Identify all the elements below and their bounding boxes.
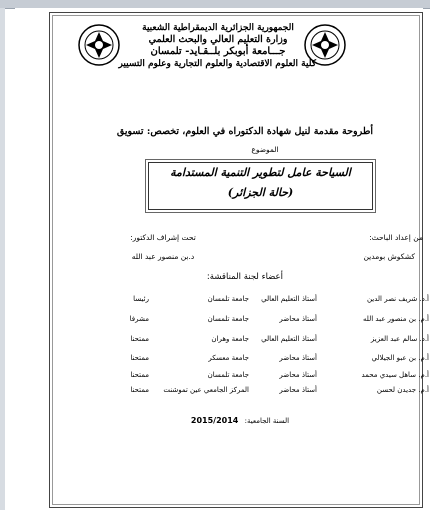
student-name: كشكوش بومدين <box>363 252 415 261</box>
member-name: أ.م. ساهل سيدي محمد <box>361 371 429 379</box>
university-emblem-icon <box>303 23 347 67</box>
university-emblem-icon <box>77 23 121 67</box>
academic-year <box>165 416 315 425</box>
committee-title: أعضاء لجنة المناقشة: <box>206 272 283 282</box>
academic-year-label: السنة الجامعية: <box>244 417 290 425</box>
member-role: رئيسا <box>133 295 149 303</box>
member-role: ممتحنا <box>130 335 149 343</box>
member-university: جامعة معسكر <box>208 354 249 362</box>
ministry-line: وزارة التعليم العالي والبحث العلمي <box>148 34 288 45</box>
viewer-scroll-edge[interactable] <box>0 8 5 510</box>
thesis-title-box <box>148 162 373 210</box>
republic-line: الجمهورية الجزائرية الديمقراطية الشعبية <box>142 23 294 33</box>
university-line: جـــامعة أبوبكر بلــقـايد- تلمسان <box>150 46 286 57</box>
member-university: جامعة تلمسان <box>207 371 249 379</box>
committee-member <box>99 315 429 327</box>
faculty-line: كلية العلوم الاقتصادية والعلوم التجارية وعلوم التسيير <box>118 59 316 69</box>
thesis-title: السياحة عامل لتطوير التنمية المستدامة <box>170 166 351 179</box>
supervisor-label: تحت إشراف الدكتور: <box>130 233 196 242</box>
member-role: ممتحنا <box>130 371 149 379</box>
member-university: المركز الجامعي عين تموشنت <box>163 386 249 394</box>
member-name: أ.م. بن عبو الجيلالي <box>371 354 429 362</box>
member-rank: أستاذ التعليم العالي <box>261 335 317 343</box>
document-page <box>15 8 429 508</box>
prepared-by-label: من إعداد الباحث: <box>369 233 423 242</box>
committee-member <box>99 354 429 366</box>
committee-member <box>99 371 429 383</box>
member-rank: أستاذ التعليم العالي <box>261 295 317 303</box>
subject-label: الموضوع <box>251 145 279 154</box>
thesis-statement: أطروحة مقدمة لنيل شهادة الدكتوراه في العلوم، تخصص: تسويق <box>116 126 374 137</box>
member-university: جامعة تلمسان <box>207 315 249 323</box>
member-name: أ.م. بن منصور عبد الله <box>363 315 429 323</box>
committee-member <box>99 386 429 398</box>
member-rank: أستاذ محاضر <box>279 354 317 362</box>
academic-year-value: 2015/2014 <box>190 416 239 425</box>
member-rank: أستاذ محاضر <box>279 386 317 394</box>
member-rank: أستاذ محاضر <box>279 371 317 379</box>
member-name: أ.د. شريف نصر الدين <box>366 295 429 303</box>
member-name: أ.د. سالم عبد العزيز <box>370 335 429 343</box>
committee-member <box>99 295 429 307</box>
member-university: جامعة وهران <box>211 335 249 343</box>
thesis-subtitle: (حالة الجزائر) <box>227 186 294 199</box>
member-university: جامعة تلمسان <box>207 295 249 303</box>
supervisor-name: د.بن منصور عبد الله <box>131 252 195 261</box>
member-name: أ.م. جديدن لحسن <box>376 386 429 394</box>
institution-header <box>120 22 316 70</box>
member-role: ممتحنا <box>130 354 149 362</box>
member-rank: أستاذ محاضر <box>279 315 317 323</box>
committee-member <box>99 335 429 347</box>
member-role: ممتحنا <box>130 386 149 394</box>
member-role: مشرفا <box>129 315 149 323</box>
